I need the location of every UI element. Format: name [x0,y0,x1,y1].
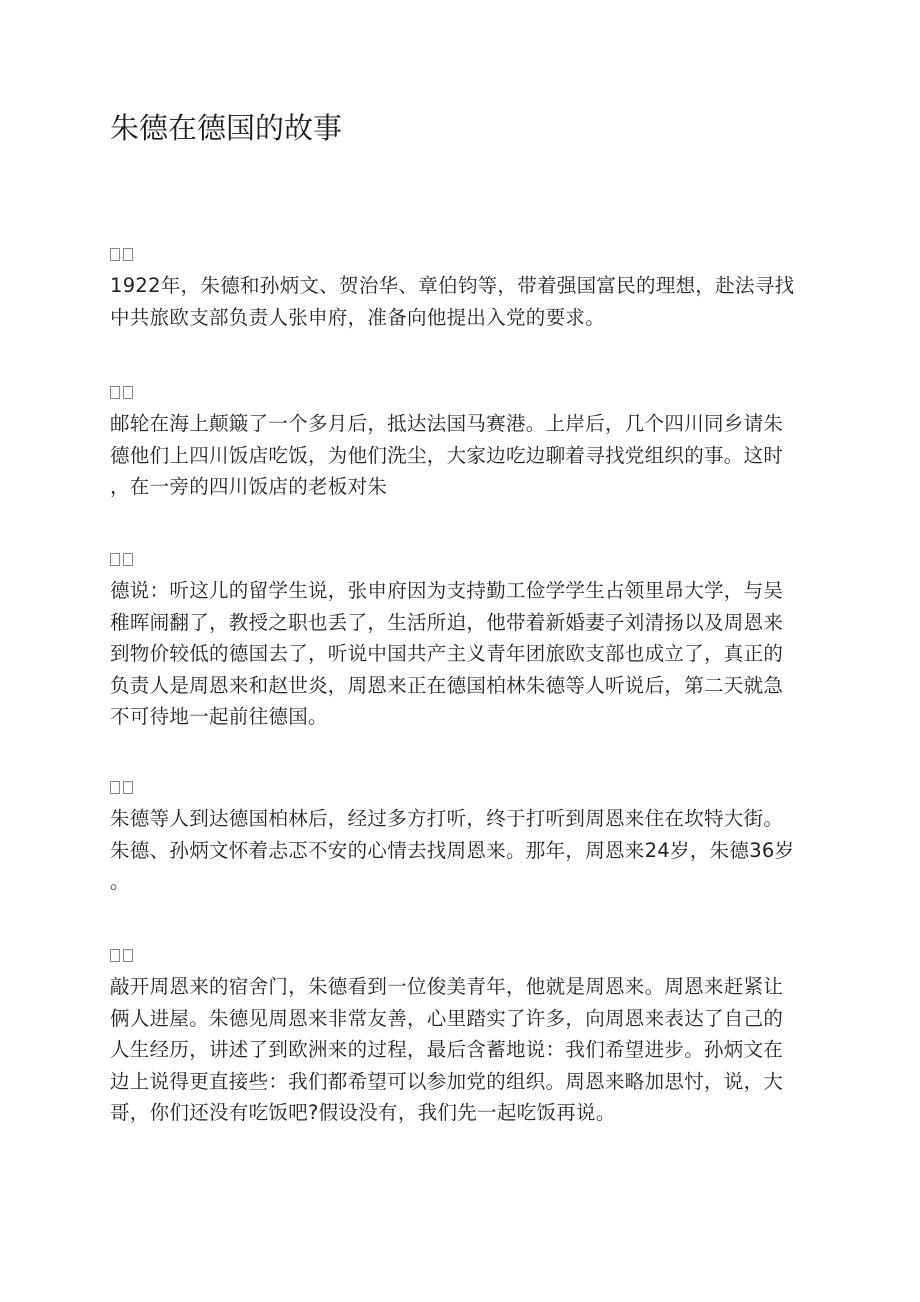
paragraph-line: 朱德、孙炳文怀着忐忑不安的心情去找周恩来。那年，周恩来24岁，朱德36岁 [110,838,795,862]
missing-glyph-marker [110,779,810,795]
paragraph-line: 中共旅欧支部负责人张申府，准备向他提出入党的要求。 [110,305,606,329]
paragraph-line: 稚晖闹翻了，教授之职也丢了，生活所迫，他带着新婚妻子刘清扬以及周恩来 [110,610,784,634]
missing-glyph-marker [110,551,810,567]
paragraph-line: 哥，你们还没有吃饭吧?假设没有，我们先一起吃饭再说。 [110,1101,616,1125]
paragraph-line: 到物价较低的德国去了，听说中国共产主义青年团旅欧支部也成立了，真正的 [110,642,784,666]
paragraph-section [110,246,810,333]
paragraph-line: 负责人是周恩来和赵世炎，周恩来正在德国柏林朱德等人听说后，第二天就急 [110,673,784,697]
document-title: 朱德在德国的故事 [110,111,343,145]
paragraph-section [110,779,810,898]
paragraph-line: 俩人进屋。朱德见周恩来非常友善，心里踏实了许多，向周恩来表达了自己的 [110,1006,784,1030]
paragraph-section [110,947,810,1129]
paragraph-line: ，在一旁的四川饭店的老板对朱 [110,475,388,499]
paragraph-line: 朱德等人到达德国柏林后，经过多方打听，终于打听到周恩来住在坎特大街。 [110,807,784,830]
paragraph-line: 1922年，朱德和孙炳文、贺治华、章伯钧等，带着强国富民的理想，赴法寻找 [110,274,795,297]
paragraph-line: 边上说得更直接些：我们都希望可以参加党的组织。周恩来略加思忖，说，大 [110,1069,784,1093]
paragraph-line: 。 [110,870,130,894]
paragraph-line: 德他们上四川饭店吃饭，为他们洗尘，大家边吃边聊着寻找党组织的事。这时 [110,443,784,467]
paragraph-line: 邮轮在海上颠簸了一个多月后，抵达法国马赛港。上岸后，几个四川同乡请朱 [110,412,784,435]
paragraph-line: 德说：听这儿的留学生说，张申府因为支持勤工俭学学生占领里昂大学，与吴 [110,579,784,602]
missing-glyph-marker [110,384,810,400]
paragraph-section [110,384,810,503]
missing-glyph-marker [110,947,810,963]
paragraph-line: 人生经历，讲述了到欧洲来的过程，最后含蓄地说：我们希望进步。孙炳文在 [110,1038,784,1062]
paragraph-line: 不可待地一起前往德国。 [110,705,328,729]
missing-glyph-marker [110,246,810,262]
paragraph-section [110,551,810,733]
paragraph-line: 敲开周恩来的宿舍门，朱德看到一位俊美青年，他就是周恩来。周恩来赶紧让 [110,975,784,998]
